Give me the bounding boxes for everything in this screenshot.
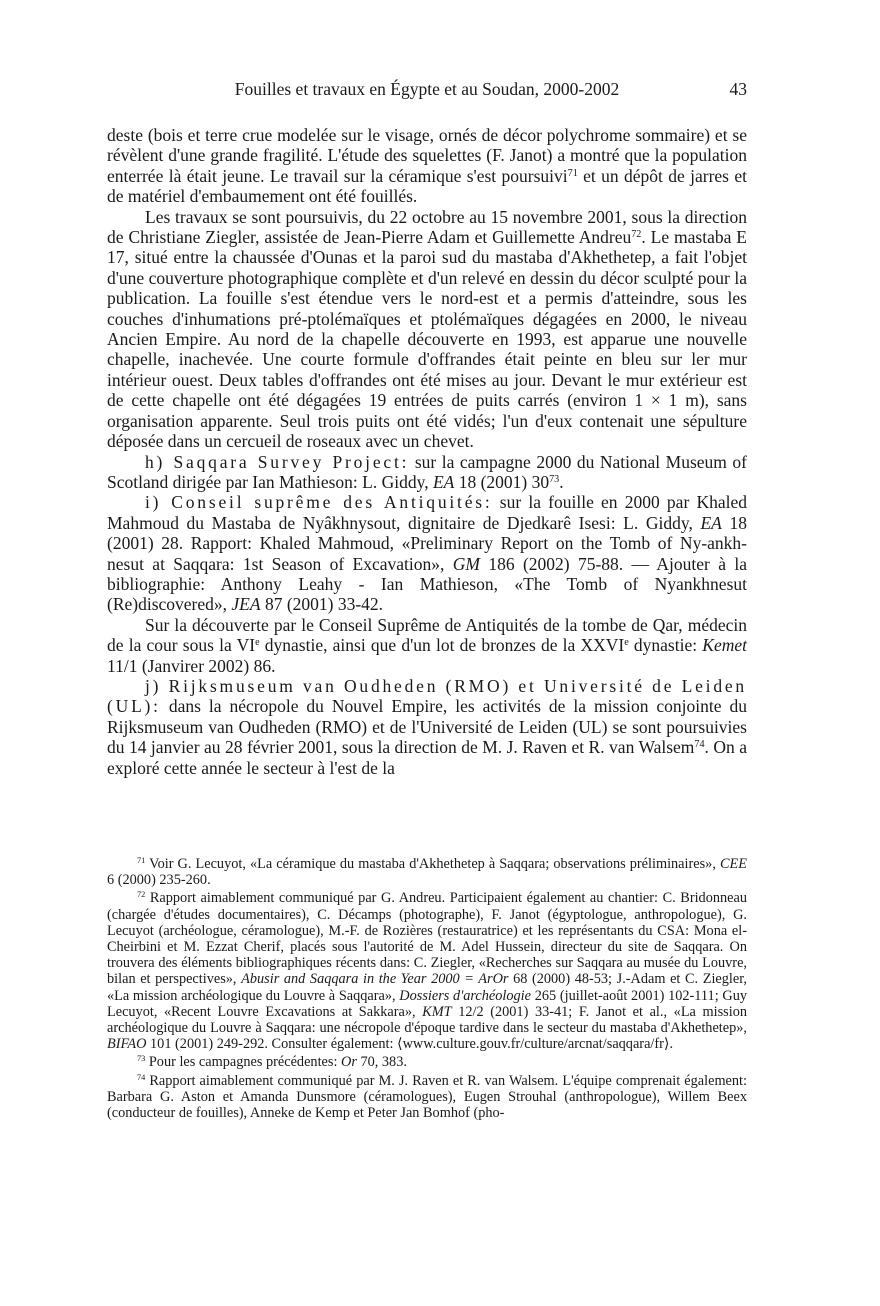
footnote-72: $^{72}$ Rapport aimablement communiqué par G. Andreu. Participaient également au chantier: C. Bridonneau (chargée d'études documentaires), C. Décamps (photographe), F. Janot (égyptologue, anthropologue), G. Lecuyot (archéologue, céramologue), M.-F. de Rozières (restauratrice) et les représentants du CSA: Mona el-Cheirbini et M. Ezzat Cherif, placés sous l'autorité de M. Adel Hussein, directeur du site de Saqqara. On trouvera des éléments bibliographiques récents dans: C. Ziegler, «Recherches sur Saqqara au musée du Louvre, bilan et perspectives», Abusir and Saqqara in the Year 2000 = ArOr 68 (2000) 48-53; J.-Adam et C. Ziegler, «La mission archéologique du Louvre à Saqqara», Dossiers d'archéologie 265 (juillet-août 2001) 102-111; Guy Lecuyot, «Recent Louvre Excavations at Sakkara», KMT 12/2 (2001) 33-41; F. Janot et al., «La mission archéologique du Louvre à Saqqara: une nécropole d'époque tardive dans le secteur du mastaba d'Akhethetep», BIFAO 101 (2001) 249-292. Consulter également: ⟨www.culture.gouv.fr/culture/arcnat/saqqara/fr⟩. [107,890,748,1053]
section-j-label: j) Rijksmuseum van Oudheden (RMO) et Université de Leiden (UL): [107,675,747,717]
section-h-label: h) Saqqara Survey Project: [145,451,410,472]
footnote-71: $^{71}$ Voir G. Lecuyot, «La céramique du mastaba d'Akhethetep à Saqqara; observations préliminaires», CEE 6 (2000) 235-260. [107,856,747,889]
section-i-conseil: i) Conseil suprême des Antiquités: sur la fouille en 2000 par Khaled Mahmoud du Mastaba de Nyâkhnysout, dignitaire de Djedkarê Isesi: L. Giddy, EA 18 (2001) 28. Rapport: Khaled Mahmoud, «Preliminary Report on the Tomb of Ny-ankh-nesut at Saqqara: 1st Season of Excavation», GM 186 (2002) 75-88. — Ajouter à la bibliographie: Anthony Leahy - Ian Mathieson, «The Tomb of Nyankhnesut (Re)discovered», JEA 87 (2001) 33-42. [107,492,747,615]
paragraph-continuation: deste (bois et terre crue modelée sur le visage, ornés de décor polychrome sommaire) et se révèlent d'une grande fragilité. L'étude des squelettes (F. Janot) a montré que la population enterrée là était jeune. Le travail sur la céramique s'est poursuivi$^{71}$ et un dépôt de jarres et de matériel d'embaumement ont été fouillés. [107,125,747,207]
main-text [107,125,747,778]
section-i-label: i) Conseil suprême des Antiquités: [145,492,493,513]
section-h-saqqara-survey: h) Saqqara Survey Project: sur la campagne 2000 du National Museum of Scotland dirigée par Ian Mathieson: L. Giddy, EA 18 (2001) $30^{73}$. [107,451,747,492]
running-header [107,77,747,101]
running-title: Fouilles et travaux en Égypte et au Soudan, 2000-2002 [234,79,620,99]
footnote-74: $^{74}$ Rapport aimablement communiqué par M. J. Raven et R. van Walsem. L'équipe comprenait également: Barbara G. Aston et Amanda Dunsmore (céramologues), Eugen Strouhal (anthropologue), Willem Beex (conducteur de fouilles), Anneke de Kemp et Peter Jan Bomhof (pho- [107,1072,747,1122]
footnote-ref-73[interactable]: 73 [549,473,560,485]
page-number: 43 [729,79,747,99]
footnotes [107,856,747,1121]
footnote-73: $^{73}$ Pour les campagnes précédentes: Or 70, 383. [137,1054,407,1071]
paragraph-travaux-2001: Les travaux se sont poursuivis, du 22 octobre au 15 novembre 2001, sous la direction de Christiane Ziegler, assistée de Jean-Pierre Adam et Guillemette Andreu$^{72}$. Le mastaba E 17, situé entre la chaussée d'Ounas et la paroi sud du mastaba d'Akhethetep, a fait l'objet d'une couverture photographique complète et d'un relevé en dessin du décor sculpté pour la publication. La fouille s'est étendue vers le nord-est et a permis d'atteindre, sous les couches d'inhumations pré-ptolémaïques et ptolémaïques dégagées en 2000, le niveau Ancien Empire. Au nord de la chapelle découverte en 1993, est apparue une nouvelle chapelle, inachevée. Une courte formule d'offrandes était peinte en bleu sur ler mur intérieur ouest. Deux tables d'offrandes ont été mises au jour. Devant le mur extérieur est de cette chapelle ont été dégagées 19 entrées de puits carrés (environ 1 × 1 m), sans organisation apparente. Seul trois puits ont été vidés; l'un d'eux contenait une sépulture déposée dans un cercueil de roseaux avec un chevet. [107,206,747,452]
footnote-ref-74[interactable]: 74 [694,739,705,751]
paragraph-qar: Sur la découverte par le Conseil Suprême de Antiquités de la tombe de Qar, médecin de la cour sous la VIe dynastie, ainsi que d'un lot de bronzes de la XXVIe dynastie: Kemet 11/1 (Janvirer 2002) 86. [107,614,747,676]
footnote-ref-71[interactable]: 71 [567,167,578,179]
section-j-rijksmuseum: j) Rijksmuseum van Oudheden (RMO) et Université de Leiden (UL): dans la nécropole du Nouvel Empire, les activités de la mission conjointe du Rijksmuseum van Oudheden (RMO) et de l'Université de Leiden (UL) se sont poursuivies du 14 janvier au 28 février 2001, sous la direction de M. J. Raven et R. van Walsem$^{74}$. On a exploré cette année le secteur à l'est de la [107,675,747,778]
footnote-ref-72[interactable]: 72 [631,228,642,240]
